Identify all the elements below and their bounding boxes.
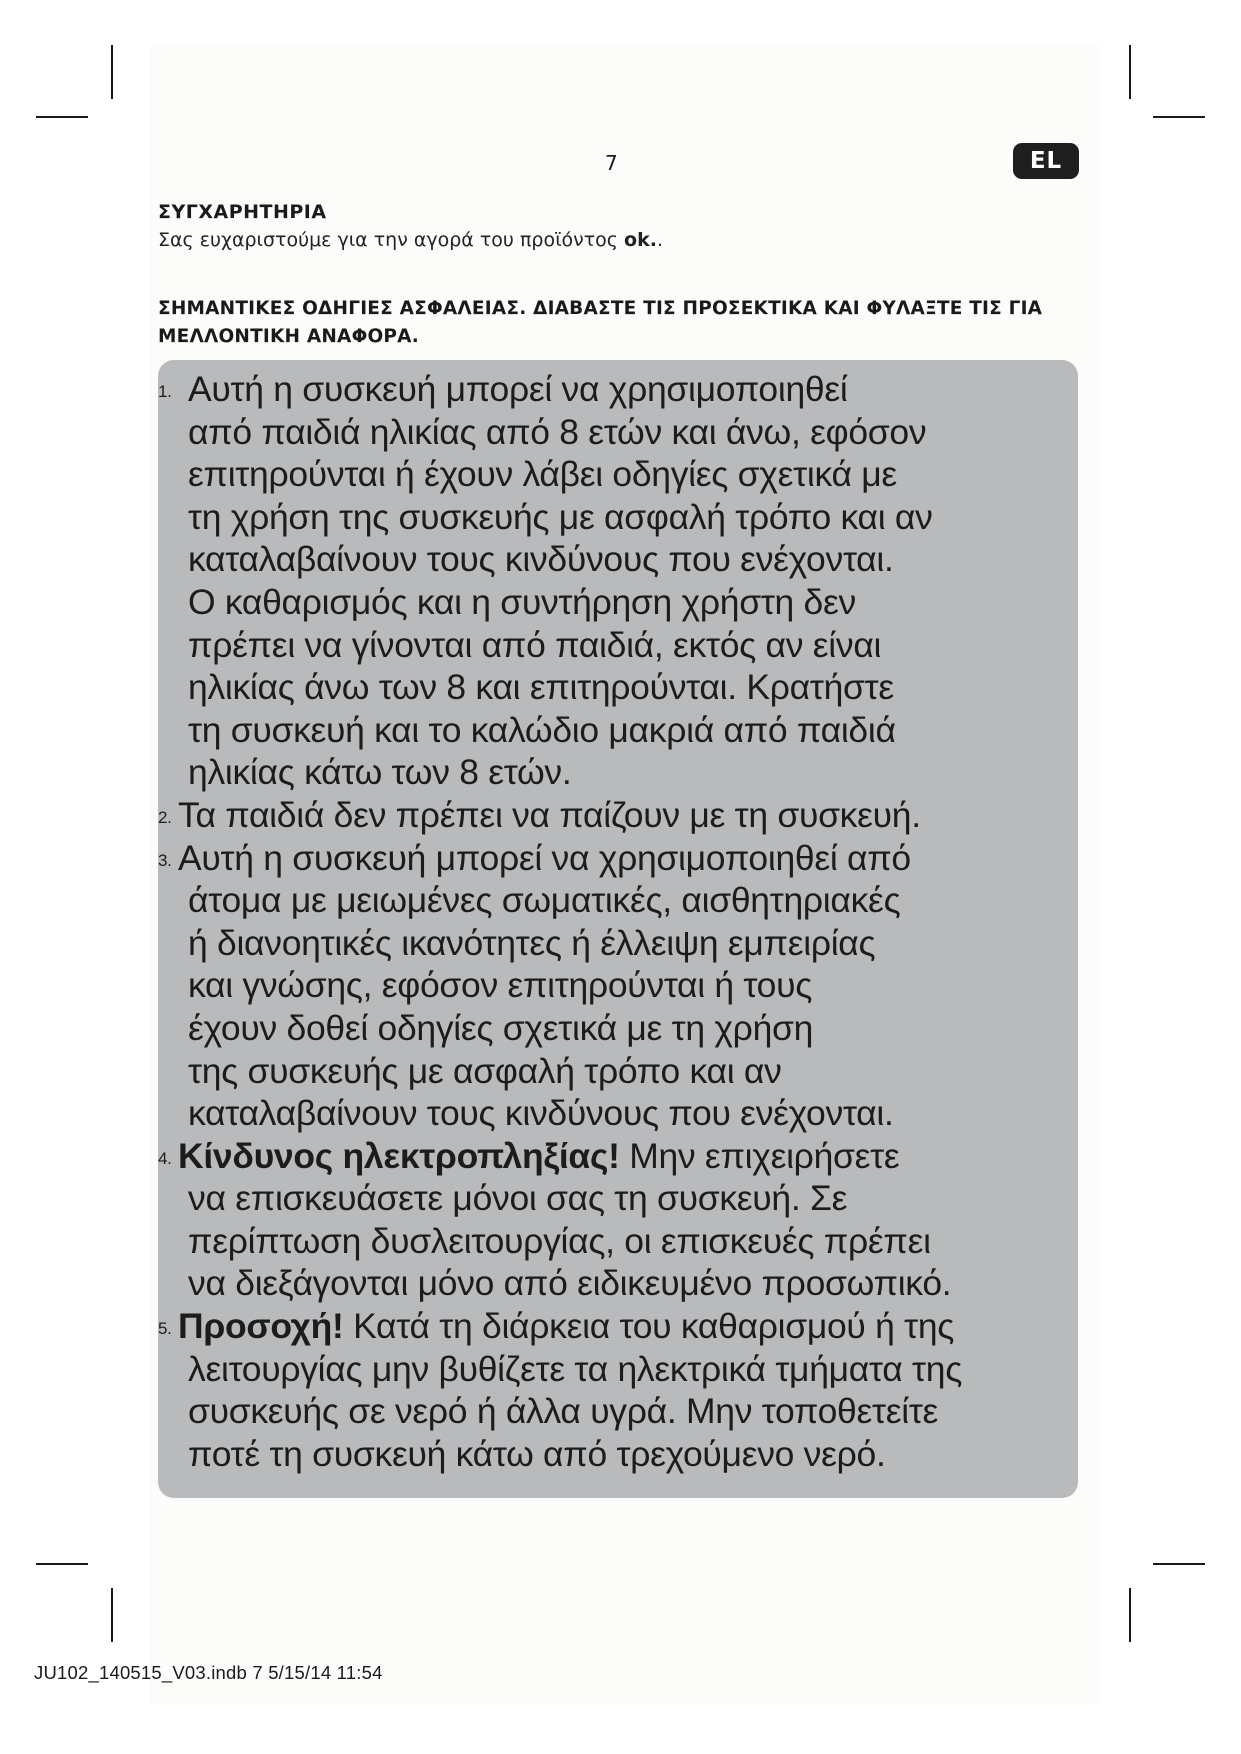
item-line	[178, 1305, 1074, 1348]
safety-item	[158, 837, 1074, 1135]
caution-warning: Προσοχή!	[178, 1306, 344, 1347]
item-line: και γνώσης, εφόσον επιτηρούνται ή τους	[188, 965, 813, 1006]
print-slug: JU102_140515_V03.indb 7 5/15/14 11:54	[34, 1662, 383, 1683]
item-line-rest: Μην επιχειρήσετε	[619, 1135, 900, 1176]
crop-mark-bottom-right-vertical	[1129, 1588, 1131, 1642]
safety-instructions-heading: ΣΗΜΑΝΤΙΚΕΣ ΟΔΗΓΙΕΣ ΑΣΦΑΛΕΙΑΣ. ΔΙΑΒΑΣΤΕ ΤΙΣ ΠΡΟΣΕΚΤΙΚΑ ΚΑΙ ΦΥΛΑΞΤΕ ΤΙΣ ΓΙΑ ΜΕΛΛΟΝΤΙΚΗ ΑΝΑΦΟΡΑ.	[158, 298, 1043, 347]
item-line: τη χρήση της συσκευής με ασφαλή τρόπο και αν	[188, 496, 933, 537]
item-line: περίπτωση δυσλειτουργίας, οι επισκευές πρέπει	[188, 1220, 931, 1261]
item-line: από παιδιά ηλικίας από 8 ετών και άνω, εφόσον	[188, 411, 927, 452]
item-line: Αυτή η συσκευή μπορεί να χρησιμοποιηθεί από	[178, 837, 911, 878]
electric-shock-warning: Κίνδυνος ηλεκτροπληξίας!	[178, 1135, 620, 1176]
item-line: ηλικίας κάτω των 8 ετών.	[188, 752, 572, 793]
item-line: ποτέ τη συσκευή κάτω από τρεχούμενο νερό.	[188, 1433, 886, 1474]
item-line: τη συσκευή και το καλώδιο μακριά από παιδιά	[188, 709, 896, 750]
safety-item	[158, 794, 1074, 837]
item-number: 2.	[158, 807, 172, 827]
thanks-line	[158, 229, 663, 251]
item-line	[178, 1135, 1074, 1178]
item-line: ή διανοητικές ικανότητες ή έλλειψη εμπειρίας	[188, 922, 876, 963]
brand-name: ok.	[624, 229, 657, 251]
crop-mark-top-right-horizontal	[1153, 116, 1205, 118]
congratulations-heading: ΣΥΓΧΑΡΗΤΗΡΙΑ	[158, 201, 327, 223]
item-number: 3.	[158, 850, 172, 870]
item-line: να διεξάγονται μόνο από ειδικευμένο προσωπικό.	[188, 1263, 952, 1304]
thanks-end: .	[656, 229, 663, 251]
item-line: επιτηρούνται ή έχουν λάβει οδηγίες σχετικά με	[188, 454, 897, 495]
item-number: 5.	[158, 1319, 172, 1339]
crop-mark-top-right-vertical	[1129, 45, 1131, 99]
item-line: καταλαβαίνουν τους κινδύνους που ενέχονται.	[188, 539, 894, 580]
item-line: της συσκευής με ασφαλή τρόπο και αν	[188, 1050, 782, 1091]
safety-item	[158, 368, 1074, 794]
item-line: ηλικίας άνω των 8 και επιτηρούνται. Κρατήστε	[188, 667, 894, 708]
thanks-text: Σας ευχαριστούμε για την αγορά του προϊόντος	[158, 229, 625, 251]
item-line: πρέπει να γίνονται από παιδιά, εκτός αν είναι	[188, 624, 882, 665]
language-badge: EL	[1013, 143, 1079, 179]
item-number: 4.	[158, 1148, 172, 1168]
item-line: άτομα με μειωμένες σωματικές, αισθητηριακές	[188, 880, 901, 921]
crop-mark-top-left-vertical	[111, 45, 113, 99]
item-number: 1.	[158, 382, 172, 401]
item-line: να επισκευάσετε μόνοι σας τη συσκευή. Σε	[188, 1178, 848, 1219]
page-number: 7	[605, 151, 618, 175]
safety-item	[158, 1305, 1074, 1475]
item-line: λειτουργίας μην βυθίζετε τα ηλεκτρικά τμήματα της	[188, 1348, 962, 1389]
item-line-rest: Κατά τη διάρκεια του καθαρισμού ή της	[343, 1306, 955, 1347]
item-line: έχουν δοθεί οδηγίες σχετικά με τη χρήση	[188, 1007, 814, 1048]
crop-mark-bottom-left-horizontal	[36, 1563, 88, 1565]
crop-mark-bottom-left-vertical	[111, 1588, 113, 1642]
safety-item	[158, 1135, 1074, 1305]
item-line: Τα παιδιά δεν πρέπει να παίζουν με τη συσκευή.	[178, 794, 921, 835]
item-line: συσκευής σε νερό ή άλλα υγρά. Μην τοποθετείτε	[188, 1391, 939, 1432]
item-line: Ο καθαρισμός και η συντήρηση χρήστη δεν	[188, 581, 856, 622]
crop-mark-top-left-horizontal	[36, 116, 88, 118]
crop-mark-bottom-right-horizontal	[1153, 1563, 1205, 1565]
item-line: Αυτή η συσκευή μπορεί να χρησιμοποιηθεί	[188, 369, 848, 409]
item-line: καταλαβαίνουν τους κινδύνους που ενέχονται.	[188, 1093, 894, 1134]
safety-instructions-box	[158, 360, 1078, 1498]
